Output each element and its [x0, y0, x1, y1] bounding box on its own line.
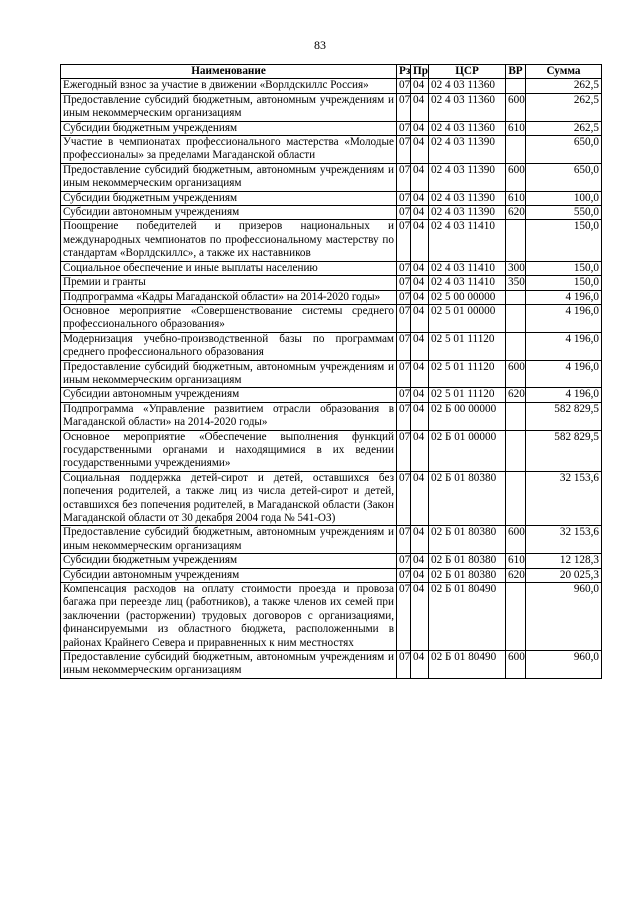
- cell-csr: 02 4 03 11390: [429, 136, 506, 164]
- table-row: [61, 93, 602, 121]
- cell-pr: 04: [411, 206, 429, 220]
- cell-vr: 600: [506, 526, 526, 554]
- table-row: [61, 360, 602, 388]
- cell-rz: 07: [397, 402, 411, 430]
- cell-rz: 07: [397, 163, 411, 191]
- cell-vr: [506, 583, 526, 651]
- table-row: [61, 163, 602, 191]
- table-row: [61, 388, 602, 402]
- cell-rz: 07: [397, 471, 411, 526]
- cell-csr: 02 4 03 11390: [429, 163, 506, 191]
- cell-sum: 4 196,0: [526, 388, 602, 402]
- table-row: [61, 206, 602, 220]
- cell-vr: [506, 430, 526, 471]
- cell-sum: 100,0: [526, 191, 602, 205]
- cell-rz: 07: [397, 121, 411, 135]
- table-row: [61, 220, 602, 261]
- page-number: 83: [314, 38, 326, 52]
- cell-sum: 20 025,3: [526, 568, 602, 582]
- cell-pr: 04: [411, 360, 429, 388]
- cell-name: Модернизация учебно-производственной базы по программам среднего профессионального образования: [61, 332, 397, 360]
- cell-rz: 07: [397, 583, 411, 651]
- cell-name: Предоставление субсидий бюджетным, автономным учреждениям и иным некоммерческим организациям: [61, 163, 397, 191]
- cell-vr: [506, 290, 526, 304]
- cell-sum: 960,0: [526, 651, 602, 679]
- table-row: [61, 191, 602, 205]
- cell-sum: 582 829,5: [526, 402, 602, 430]
- cell-rz: 07: [397, 93, 411, 121]
- cell-csr: 02 Б 01 80490: [429, 651, 506, 679]
- cell-rz: 07: [397, 261, 411, 275]
- cell-pr: 04: [411, 554, 429, 568]
- table-row: [61, 471, 602, 526]
- table-row: [61, 554, 602, 568]
- cell-name: Основное мероприятие «Обеспечение выполнения функций государственными органами и находящимися в их ведении государственными учреждениями»: [61, 430, 397, 471]
- cell-vr: [506, 402, 526, 430]
- cell-sum: 150,0: [526, 276, 602, 290]
- cell-sum: 150,0: [526, 220, 602, 261]
- cell-pr: 04: [411, 93, 429, 121]
- cell-name: Предоставление субсидий бюджетным, автономным учреждениям и иным некоммерческим организациям: [61, 360, 397, 388]
- cell-csr: 02 5 01 11120: [429, 388, 506, 402]
- header-pr: Пр: [411, 65, 429, 79]
- cell-vr: [506, 136, 526, 164]
- cell-csr: 02 Б 01 80380: [429, 554, 506, 568]
- cell-sum: 650,0: [526, 163, 602, 191]
- cell-vr: 620: [506, 206, 526, 220]
- cell-rz: 07: [397, 206, 411, 220]
- cell-name: Субсидии автономным учреждениям: [61, 568, 397, 582]
- cell-sum: 4 196,0: [526, 304, 602, 332]
- cell-sum: 582 829,5: [526, 430, 602, 471]
- cell-name: Субсидии автономным учреждениям: [61, 388, 397, 402]
- cell-pr: 04: [411, 261, 429, 275]
- cell-sum: 32 153,6: [526, 471, 602, 526]
- cell-name: Социальное обеспечение и иные выплаты населению: [61, 261, 397, 275]
- cell-pr: 04: [411, 163, 429, 191]
- cell-rz: 07: [397, 136, 411, 164]
- cell-pr: 04: [411, 220, 429, 261]
- cell-pr: 04: [411, 430, 429, 471]
- cell-sum: 12 128,3: [526, 554, 602, 568]
- cell-pr: 04: [411, 402, 429, 430]
- cell-csr: 02 Б 01 80380: [429, 471, 506, 526]
- table-row: [61, 290, 602, 304]
- cell-rz: 07: [397, 430, 411, 471]
- cell-vr: 600: [506, 651, 526, 679]
- cell-vr: 600: [506, 360, 526, 388]
- cell-pr: 04: [411, 526, 429, 554]
- cell-vr: [506, 79, 526, 93]
- cell-csr: 02 4 03 11410: [429, 261, 506, 275]
- cell-csr: 02 5 01 11120: [429, 360, 506, 388]
- cell-vr: [506, 471, 526, 526]
- cell-pr: 04: [411, 471, 429, 526]
- cell-pr: 04: [411, 388, 429, 402]
- cell-name: Основное мероприятие «Совершенствование системы среднего профессионального образования»: [61, 304, 397, 332]
- cell-vr: [506, 304, 526, 332]
- cell-pr: 04: [411, 121, 429, 135]
- cell-sum: 262,5: [526, 121, 602, 135]
- table-row: [61, 583, 602, 651]
- cell-vr: 300: [506, 261, 526, 275]
- cell-sum: 4 196,0: [526, 332, 602, 360]
- cell-name: Компенсация расходов на оплату стоимости проезда и провоза багажа при переезде лиц (работников), а также членов их семей при заключении (расторжении) трудовых договоров с организациями, финансируемыми из областного бюджета, расположенными в районах Крайнего Севера и приравненных к ним местностях: [61, 583, 397, 651]
- cell-csr: 02 Б 01 80380: [429, 568, 506, 582]
- cell-csr: 02 4 03 11360: [429, 79, 506, 93]
- cell-name: Субсидии бюджетным учреждениям: [61, 121, 397, 135]
- cell-csr: 02 4 03 11410: [429, 220, 506, 261]
- cell-sum: 650,0: [526, 136, 602, 164]
- cell-csr: 02 4 03 11390: [429, 206, 506, 220]
- cell-name: Ежегодный взнос за участие в движении «Ворлдскиллс Россия»: [61, 79, 397, 93]
- table-row: [61, 568, 602, 582]
- cell-pr: 04: [411, 79, 429, 93]
- cell-name: Предоставление субсидий бюджетным, автономным учреждениям и иным некоммерческим организациям: [61, 651, 397, 679]
- header-name: Наименование: [61, 65, 397, 79]
- cell-csr: 02 5 00 00000: [429, 290, 506, 304]
- cell-name: Подпрограмма «Кадры Магаданской области» на 2014-2020 годы»: [61, 290, 397, 304]
- cell-sum: 32 153,6: [526, 526, 602, 554]
- cell-rz: 07: [397, 220, 411, 261]
- table-row: [61, 79, 602, 93]
- header-rz: Рз: [397, 65, 411, 79]
- cell-rz: 07: [397, 568, 411, 582]
- table-body: [61, 79, 602, 678]
- cell-pr: 04: [411, 332, 429, 360]
- cell-vr: 600: [506, 93, 526, 121]
- cell-name: Предоставление субсидий бюджетным, автономным учреждениям и иным некоммерческим организациям: [61, 526, 397, 554]
- budget-table: [60, 64, 602, 679]
- cell-rz: 07: [397, 651, 411, 679]
- table-row: [61, 402, 602, 430]
- cell-vr: 620: [506, 388, 526, 402]
- cell-sum: 262,5: [526, 93, 602, 121]
- cell-sum: 4 196,0: [526, 360, 602, 388]
- cell-rz: 07: [397, 332, 411, 360]
- cell-rz: 07: [397, 191, 411, 205]
- cell-rz: 07: [397, 360, 411, 388]
- cell-csr: 02 Б 00 00000: [429, 402, 506, 430]
- cell-rz: 07: [397, 388, 411, 402]
- cell-pr: 04: [411, 583, 429, 651]
- table-row: [61, 651, 602, 679]
- cell-csr: 02 Б 01 00000: [429, 430, 506, 471]
- table-row: [61, 276, 602, 290]
- cell-name: Участие в чемпионатах профессионального мастерства «Молодые профессионалы» за пределами Магаданской области: [61, 136, 397, 164]
- cell-pr: 04: [411, 290, 429, 304]
- cell-csr: 02 5 01 00000: [429, 304, 506, 332]
- table-row: [61, 121, 602, 135]
- cell-pr: 04: [411, 568, 429, 582]
- cell-sum: 4 196,0: [526, 290, 602, 304]
- cell-name: Поощрение победителей и призеров национальных и международных чемпионатов по профессиональному мастерству по стандартам «Ворлдскиллс», а также их наставников: [61, 220, 397, 261]
- cell-name: Субсидии бюджетным учреждениям: [61, 554, 397, 568]
- header-csr: ЦСР: [429, 65, 506, 79]
- cell-name: Социальная поддержка детей-сирот и детей, оставшихся без попечения родителей, а также лиц из числа детей-сирот и детей, оставшихся без попечения родителей, в Магаданской области (Закон Магаданской области от 30 декабря 2004 года № 541-ОЗ): [61, 471, 397, 526]
- cell-pr: 04: [411, 191, 429, 205]
- cell-vr: 610: [506, 191, 526, 205]
- cell-sum: 960,0: [526, 583, 602, 651]
- cell-rz: 07: [397, 79, 411, 93]
- table-row: [61, 332, 602, 360]
- table-row: [61, 261, 602, 275]
- cell-pr: 04: [411, 276, 429, 290]
- cell-name: Премии и гранты: [61, 276, 397, 290]
- cell-sum: 550,0: [526, 206, 602, 220]
- cell-pr: 04: [411, 304, 429, 332]
- header-sum: Сумма: [526, 65, 602, 79]
- cell-rz: 07: [397, 304, 411, 332]
- cell-name: Субсидии автономным учреждениям: [61, 206, 397, 220]
- cell-csr: 02 4 03 11390: [429, 191, 506, 205]
- table-row: [61, 430, 602, 471]
- cell-vr: 610: [506, 554, 526, 568]
- cell-name: Предоставление субсидий бюджетным, автономным учреждениям и иным некоммерческим организациям: [61, 93, 397, 121]
- cell-vr: [506, 220, 526, 261]
- cell-csr: 02 Б 01 80490: [429, 583, 506, 651]
- table-row: [61, 526, 602, 554]
- cell-pr: 04: [411, 136, 429, 164]
- cell-vr: 350: [506, 276, 526, 290]
- cell-sum: 150,0: [526, 261, 602, 275]
- cell-rz: 07: [397, 554, 411, 568]
- cell-csr: 02 4 03 11360: [429, 93, 506, 121]
- cell-pr: 04: [411, 651, 429, 679]
- cell-vr: [506, 332, 526, 360]
- cell-name: Подпрограмма «Управление развитием отрасли образования в Магаданской области» на 2014-2020 годы»: [61, 402, 397, 430]
- cell-csr: 02 4 03 11360: [429, 121, 506, 135]
- cell-vr: 600: [506, 163, 526, 191]
- table-header-row: [61, 65, 602, 79]
- cell-sum: 262,5: [526, 79, 602, 93]
- cell-rz: 07: [397, 276, 411, 290]
- cell-rz: 07: [397, 290, 411, 304]
- cell-csr: 02 5 01 11120: [429, 332, 506, 360]
- cell-vr: 610: [506, 121, 526, 135]
- header-vr: ВР: [506, 65, 526, 79]
- cell-vr: 620: [506, 568, 526, 582]
- cell-name: Субсидии бюджетным учреждениям: [61, 191, 397, 205]
- cell-rz: 07: [397, 526, 411, 554]
- table-row: [61, 136, 602, 164]
- cell-csr: 02 Б 01 80380: [429, 526, 506, 554]
- cell-csr: 02 4 03 11410: [429, 276, 506, 290]
- table-row: [61, 304, 602, 332]
